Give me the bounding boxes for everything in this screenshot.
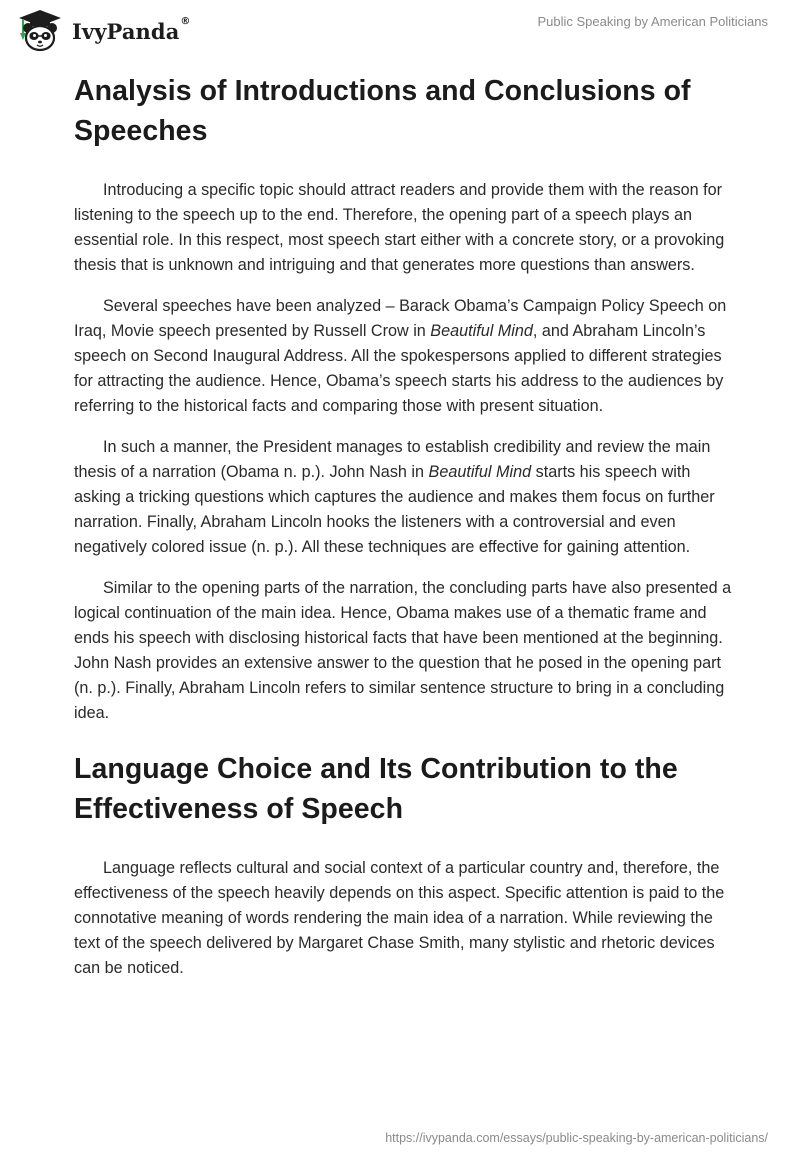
paragraph-text: In such a manner, the President manages to establish credibility and review the main thesis of a narration (Obama n. p.). John Nash in: [74, 438, 711, 481]
panda-graduation-cap-icon: [14, 7, 66, 53]
paragraph: Language reflects cultural and social context of a particular country and, therefore, the effectiveness of the speech heavily depends on this aspect. Specific attention is paid to the connotative meaning of words rendering the main idea of a narration. While reviewing the text of the speech delivered by Margaret Chase Smith, many stylistic and rhetoric devices can be noticed.: [74, 859, 725, 977]
section-heading: Analysis of Introductions and Conclusions of Speeches: [74, 75, 691, 147]
paragraph-text: Several speeches have been analyzed – Barack Obama’s Campaign Policy Speech on Iraq, Movie speech presented by Russell Crow in: [74, 297, 727, 340]
ivypanda-logo[interactable]: [14, 7, 191, 53]
paragraph: Introducing a specific topic should attract readers and provide them with the reason for listening to the speech up to the end. Therefore, the opening part of a speech plays an essential role. In this respect, most speech start either with a concrete story, or a provoking thesis that is unknown and intriguing and that generates more questions than answers.: [74, 181, 725, 274]
brand-name: IvyPanda®: [72, 15, 191, 44]
registered-mark: ®: [180, 15, 191, 27]
paragraph: Similar to the opening parts of the narration, the concluding parts have also presented a logical continuation of the main idea. Hence, Obama makes use of a thematic frame and ends his speech with disclosing historical facts that have been mentioned at the beginning. John Nash provides an extensive answer to the question that he posed in the opening part (n. p.). Finally, Abraham Lincoln refers to similar sentence structure to bring in a concluding idea.: [74, 579, 732, 722]
section-heading: Language Choice and Its Contribution to the Effectiveness of Speech: [74, 753, 678, 825]
film-title: Beautiful Mind: [428, 463, 532, 481]
paragraph-text: , and Abraham Lincoln’s speech on Second Inaugural Address. All the spokespersons applied to different strategies for attracting the audience. Hence, Obama’s speech starts his address to the audiences by referring to the historical facts and comparing those with present situation.: [74, 322, 724, 415]
source-url[interactable]: https://ivypanda.com/essays/public-speaking-by-american-politicians/: [385, 1131, 768, 1145]
paragraph-text: starts his speech with asking a tricking questions which captures the audience and makes them focus on further narration. Finally, Abraham Lincoln hooks the listeners with a controversial and even negatively colored issue (n. p.). All these techniques are effective for gaining attention.: [74, 463, 715, 556]
paragraph: [74, 435, 734, 560]
page-header: [0, 0, 800, 62]
essay-content: [74, 70, 734, 981]
document-title: Public Speaking by American Politicians: [537, 14, 768, 29]
film-title: Beautiful Mind: [430, 322, 533, 340]
paragraph: [74, 294, 734, 419]
